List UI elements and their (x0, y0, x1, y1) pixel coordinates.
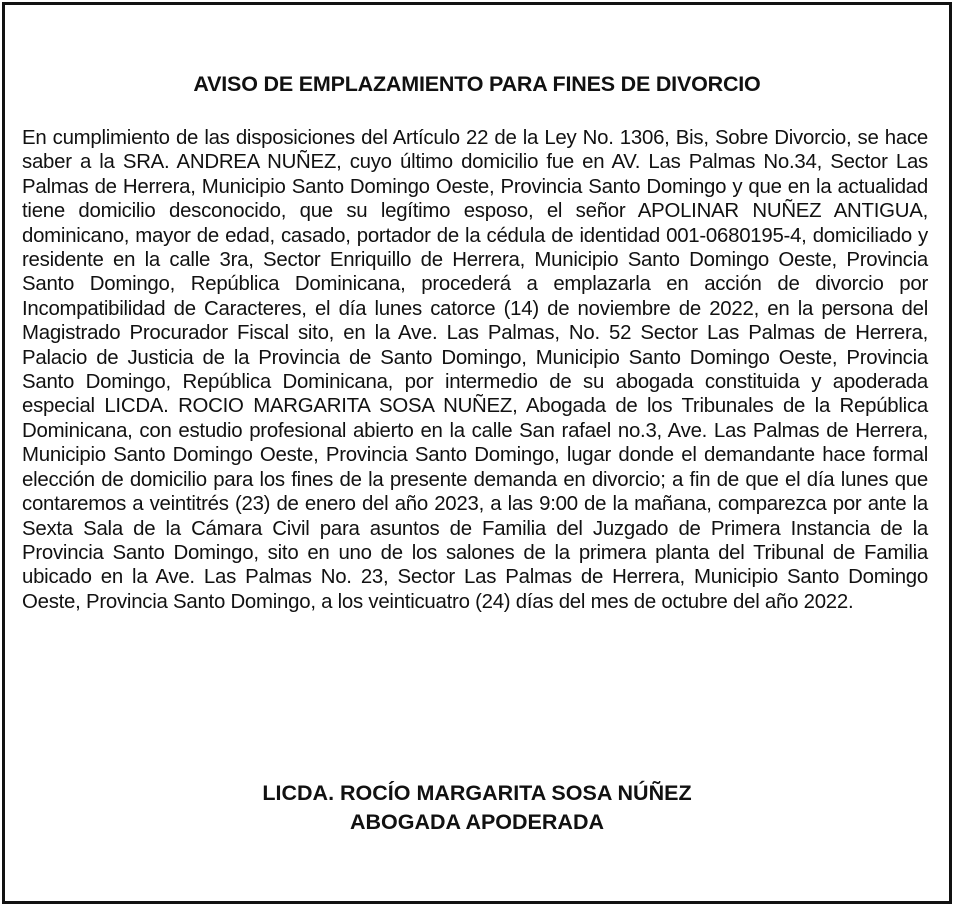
notice-body: En cumplimiento de las disposiciones del Artículo 22 de la Ley No. 1306, Bis, Sobre Divorcio, se hace saber a la SRA. ANDREA NUÑEZ, cuyo último domicilio fue en AV. Las Palmas No.34, Sector Las Palmas de Herrera, Municipio Santo Domingo Oeste, Provincia Santo Domingo y que en la actualidad tiene domicilio desconocido, que su legítimo esposo, el señor APOLINAR NUÑEZ ANTIGUA, dominicano, mayor de edad, casado, portador de la cédula de identidad 001-0680195-4, domiciliado y residente en la calle 3ra, Sector Enriquillo de Herrera, Municipio Santo Domingo Oeste, Provincia Santo Domingo, República Dominicana, procederá a emplazarla en acción de divorcio por Incompatibilidad de Caracteres, el día lunes catorce (14) de noviembre de 2022, en la persona del Magistrado Procurador Fiscal sito, en la Ave. Las Palmas, No. 52 Sector Las Palmas de Herrera, Palacio de Justicia de la Provincia de Santo Domingo, Municipio Santo Domingo Oeste, Provincia Santo Domingo, República Dominicana, por intermedio de su abogada constituida y apoderada especial LICDA. ROCIO MARGARITA SOSA NUÑEZ, Abogada de los Tribunales de la República Dominicana, con estudio profesional abierto en la calle San rafael no.3, Ave. Las Palmas de Herrera, Municipio Santo Domingo Oeste, Provincia Santo Domingo, lugar donde el demandante hace formal elección de domicilio para los fines de la presente demanda en divorcio; a fin de que el día lunes que contaremos a veintitrés (23) de enero del año 2023, a las 9:00 de la mañana, comparezca por ante la Sexta Sala de la Cámara Civil para asuntos de Familia del Juzgado de Primera Instancia de la Provincia Santo Domingo, sito en uno de los salones de la primera planta del Tribunal de Familia ubicado en la Ave. Las Palmas No. 23, Sector Las Palmas de Herrera, Municipio Santo Domingo Oeste, Provincia Santo Domingo, a los veinticuatro (24) días del mes de octubre del año 2022. (22, 127, 928, 613)
notice-frame (2, 2, 952, 904)
signature-name: LICDA. ROCÍO MARGARITA SOSA NÚÑEZ (262, 781, 692, 805)
signature-block (5, 779, 949, 837)
notice-title: AVISO DE EMPLAZAMIENTO PARA FINES DE DIVORCIO (193, 72, 761, 96)
signature-role: ABOGADA APODERADA (349, 810, 605, 834)
